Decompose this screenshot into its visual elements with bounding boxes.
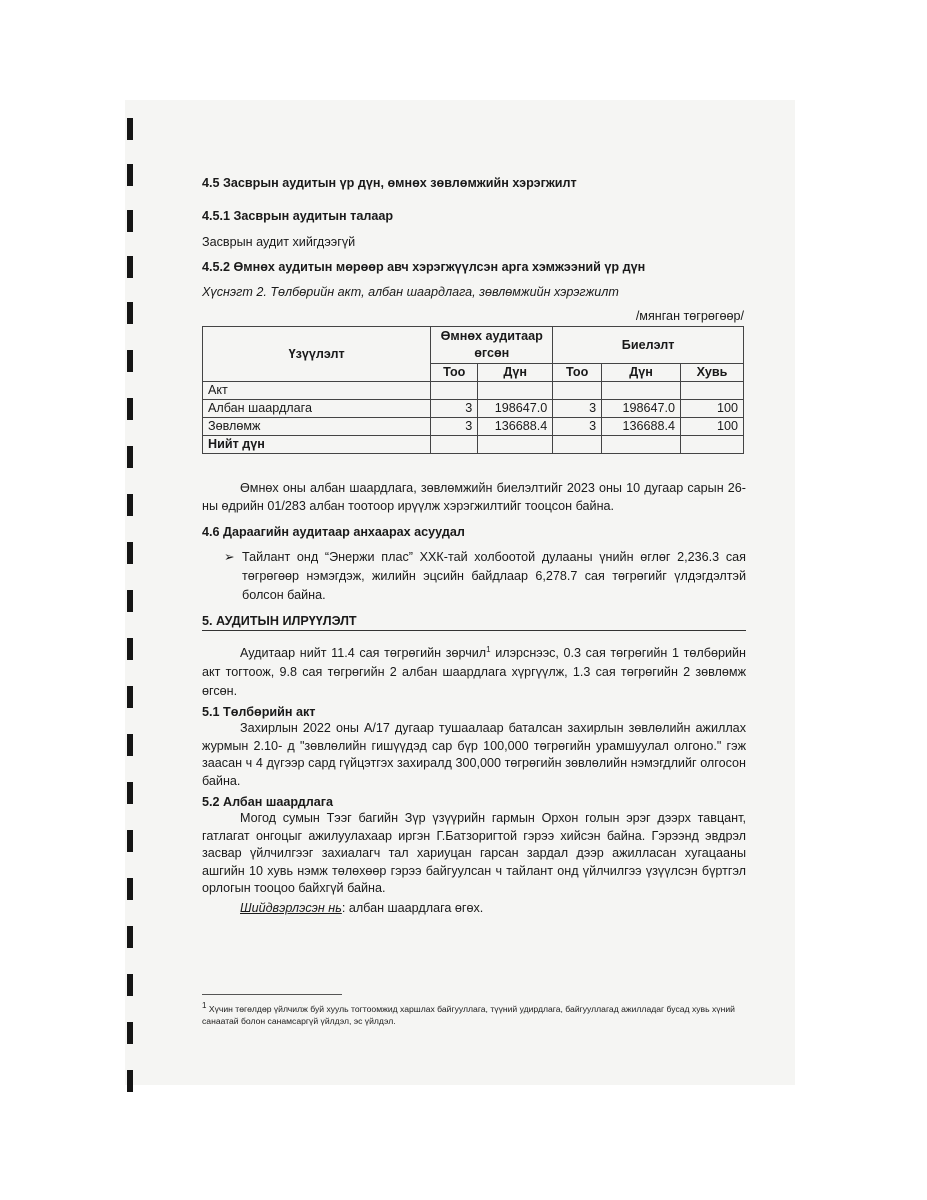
cell-amount (602, 382, 681, 400)
cell-count (431, 382, 478, 400)
paragraph-text: Аудитаар нийт 11.4 сая төгрөгийн зөрчил (240, 646, 487, 661)
cell-count (553, 436, 602, 454)
cell-count: 3 (431, 400, 478, 418)
subheader-count: Тоо (553, 364, 602, 382)
table-row (203, 382, 744, 400)
cell-percent: 100 (681, 400, 744, 418)
section-5-title: 5. АУДИТЫН ИЛРҮҮЛЭЛТ (202, 614, 357, 628)
cell-percent (681, 382, 744, 400)
footnote-text: Хүчин төгөлдөр үйлчилж буй хууль тогтоомжид харшлах байгууллага, түүний удирдлага, байгууллагад ажилладаг бусад хувь хүний санаатай болон санамсаргүй үйлдэл, эс үйлдэл. (202, 1003, 735, 1026)
section-5-1-title: 5.1 Төлбөрийн акт (202, 705, 316, 719)
section-4-5-1-text: Засврын аудит хийгдээгүй (202, 235, 356, 249)
paragraph-text: илэрснээс, 0.3 сая төгрөгийн 1 төлбөрийн акт тогтоож, 9.8 сая төгрөгийн 2 албан шаардлага хүргүүлж, 1.3 сая төгрөгийн 2 зөвлөмж өгсөн. (202, 646, 746, 699)
table-row (203, 418, 744, 436)
binding-mark (127, 878, 133, 900)
paragraph-4-5-2 (202, 479, 746, 515)
footnote (202, 1000, 746, 1027)
binding-mark (127, 830, 133, 852)
footnote-number: 1 (202, 1001, 207, 1010)
header-indicator: Үзүүлэлт (203, 327, 431, 382)
cell-count: 3 (431, 418, 478, 436)
arrow-bullet-icon: ➢ (224, 550, 235, 564)
cell-count: 3 (553, 400, 602, 418)
footnote-ref: 1 (486, 645, 491, 654)
decision-line (240, 899, 483, 917)
subheader-amount: Дүн (478, 364, 553, 382)
binding-mark (127, 926, 133, 948)
cell-amount (602, 436, 681, 454)
section-4-6-title: 4.6 Дараагийн аудитаар анхаарах асуудал (202, 525, 465, 539)
section-4-5-1-title: 4.5.1 Засврын аудитын талаар (202, 209, 394, 223)
paragraph-4-6-bullet: Тайлант онд “Энержи плас” ХХК-тай холбоотой дулааны үнийн өглөг 2,236.3 сая төгрөгөөр нэмэгдэж, жилийн эцсийн байдлаар 6,278.7 сая төгрөгийг үлдэгдэлтэй болсон байна. (242, 550, 746, 602)
paragraph-text: Могод сумын Тээг багийн Зүр үзүүрийн гармын Орхон голын эрэг дээрх тавцант, гатлагат онгоцыг ажилуулахаар иргэн Г.Батзоригтой гэрээ хийсэн байна. Гэрээнд эвдрэл засвар үйлчилгээг захиалагч тал хариуцан гарсан зардал дээр ажилласан хугацааны ашгийн 10 хувь нэмж төлөхөөр гэрээ байгуулсан ч тайлант онд үйлчилгээ үзүүлсэн бүртгэл орлогын тооцоо байхгүй байна. (202, 811, 746, 895)
row-name: Акт (203, 382, 431, 400)
binding-mark (127, 542, 133, 564)
subheader-count: Тоо (431, 364, 478, 382)
subheader-percent: Хувь (681, 364, 744, 382)
cell-amount (478, 382, 553, 400)
header-previous-audit: Өмнөх аудитаар өгсөн (431, 327, 553, 364)
cell-amount (478, 436, 553, 454)
binding-mark (127, 638, 133, 660)
table-caption: Хүснэгт 2. Төлбөрийн акт, албан шаардлага, зөвлөмжийн хэрэгжилт (202, 285, 619, 299)
row-name: Албан шаардлага (203, 400, 431, 418)
binding-mark (127, 164, 133, 186)
binding-mark (127, 686, 133, 708)
decision-label: Шийдвэрлэсэн нь (240, 901, 342, 915)
cell-amount: 198647.0 (478, 400, 553, 418)
cell-count (431, 436, 478, 454)
section-4-5-2-title: 4.5.2 Өмнөх аудитын мөрөөр авч хэрэгжүүлсэн арга хэмжээний үр дүн (202, 260, 646, 274)
row-name: Нийт дүн (203, 436, 431, 454)
paragraph-5 (202, 640, 746, 701)
table-row-total (203, 436, 744, 454)
binding-mark (127, 350, 133, 372)
cell-amount: 136688.4 (602, 418, 681, 436)
cell-count (553, 382, 602, 400)
binding-mark (127, 734, 133, 756)
binding-mark (127, 494, 133, 516)
binding-mark (127, 118, 133, 140)
binding-mark (127, 302, 133, 324)
binding-mark (127, 210, 133, 232)
paragraph-5-1 (202, 720, 746, 790)
section-5-2-title: 5.2 Албан шаардлага (202, 795, 333, 809)
paragraph-5-2 (202, 810, 746, 898)
binding-mark (127, 974, 133, 996)
subheader-amount: Дүн (602, 364, 681, 382)
row-name: Зөвлөмж (203, 418, 431, 436)
binding-mark (127, 1070, 133, 1092)
decision-text: : албан шаардлага өгөх. (341, 901, 484, 915)
header-execution: Биелэлт (553, 327, 744, 364)
cell-percent: 100 (681, 418, 744, 436)
binding-mark (127, 590, 133, 612)
binding-mark (127, 256, 133, 278)
table-row (203, 400, 744, 418)
paragraph-text: Захирлын 2022 оны А/17 дугаар тушаалаар баталсан захирлын зөвлөлийн ажиллах журмын 2.10- д "зөвлөлийн гишүүдэд сар бүр 100,000 төгрөгийн урамшуулал олгоно." гэж заасан ч 4 дүгээр сард гүйцэтгэх захиралд 300,000 төгрөгийн зөвлөлийн нэмэгдлийг олгосон байна. (202, 721, 746, 788)
cell-amount: 198647.0 (602, 400, 681, 418)
binding-mark (127, 1022, 133, 1044)
table-unit: /мянган төгрөгөөр/ (635, 309, 744, 323)
binding-mark (127, 782, 133, 804)
cell-amount: 136688.4 (478, 418, 553, 436)
audit-results-table (202, 326, 744, 454)
cell-count: 3 (553, 418, 602, 436)
section-divider (202, 630, 746, 631)
binding-mark (127, 398, 133, 420)
paragraph-text: Өмнөх оны албан шаардлага, зөвлөмжийн биелэлтийг 2023 оны 10 дугаар сарын 26-ны өдрийн 01/283 албан тоотоор ирүүлж хэрэгжилтийг тооцсон байна. (202, 481, 746, 514)
cell-percent (681, 436, 744, 454)
section-4-5-title: 4.5 Засврын аудитын үр дүн, өмнөх зөвлөмжийн хэрэгжилт (202, 176, 577, 190)
binding-mark (127, 446, 133, 468)
footnote-divider (202, 994, 342, 995)
